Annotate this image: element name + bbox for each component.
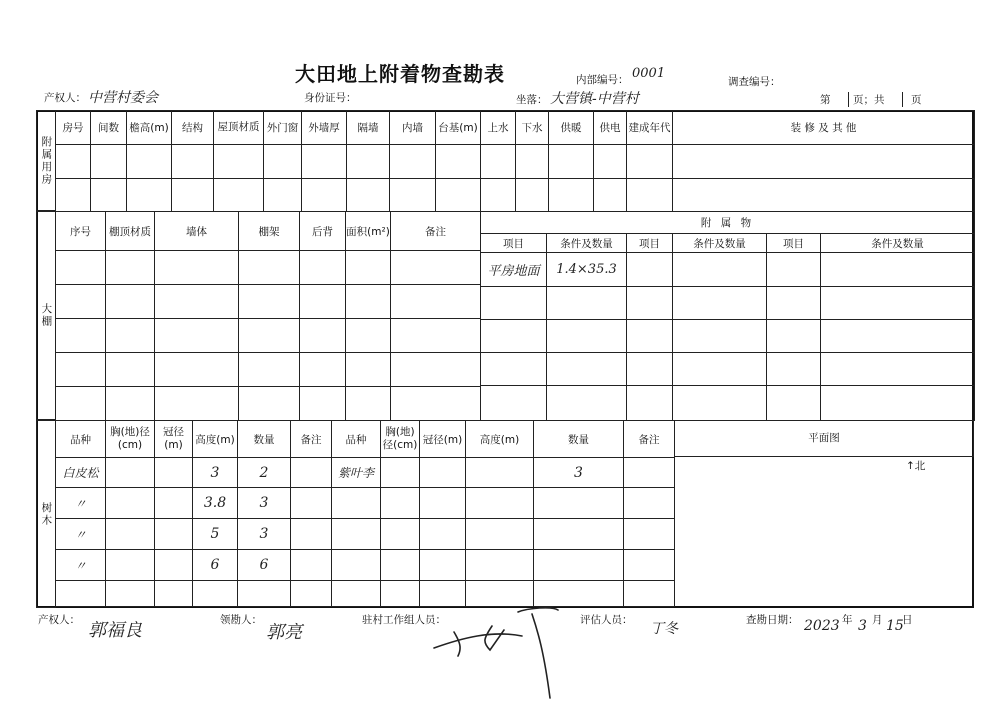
tree-variety: 〃 bbox=[56, 519, 106, 550]
annex-header-cell: 供电 bbox=[594, 111, 627, 145]
greenhouse-header-cell: 备注 bbox=[391, 212, 481, 251]
footer-collector-label: 领勘人： bbox=[220, 614, 262, 626]
annex-header-cell: 隔墙 bbox=[347, 111, 390, 145]
footer-assessor-label: 评估人员： bbox=[580, 614, 633, 626]
attachment-col-header: 条件及数量 bbox=[547, 234, 627, 253]
tree-variety: 白皮松 bbox=[56, 458, 106, 488]
tree-height: 5 bbox=[193, 519, 238, 550]
trees-header-cell: 高度(m) bbox=[193, 421, 238, 458]
page-label-1: 第 bbox=[820, 94, 831, 106]
trees-header-cell: 冠径(m) bbox=[155, 421, 193, 458]
page-label-2: 页；共 bbox=[848, 92, 885, 107]
trees-header-cell: 冠径(m) bbox=[420, 421, 466, 458]
tree-height: 6 bbox=[193, 550, 238, 581]
section-label-greenhouse: 大棚 bbox=[36, 211, 56, 420]
annex-header-cell: 房号 bbox=[56, 111, 91, 145]
attachment-table bbox=[480, 211, 975, 421]
annex-header-cell: 屋顶材质 bbox=[214, 111, 264, 145]
id-number-label: 身份证号： bbox=[304, 92, 357, 104]
plan-header: 平面图 bbox=[674, 420, 974, 457]
tree-variety: 〃 bbox=[56, 550, 106, 581]
trees-header-cell: 备注 bbox=[624, 421, 675, 458]
footer-year-label: 年 bbox=[842, 614, 853, 626]
footer-village-team-signature bbox=[432, 602, 572, 702]
attachment-col-header: 条件及数量 bbox=[673, 234, 767, 253]
attachment-col-header: 项目 bbox=[481, 234, 547, 253]
footer-collector-signature: 郭亮 bbox=[266, 622, 302, 643]
footer-village-team-label: 驻村工作组人员： bbox=[362, 614, 446, 626]
attachment-header: 附 属 物 bbox=[481, 212, 975, 234]
internal-no-value: 0001 bbox=[632, 66, 666, 81]
footer-date-year: 2023 bbox=[804, 618, 840, 634]
section-label-trees: 树木 bbox=[36, 420, 56, 608]
owner-value: 中营村委会 bbox=[88, 90, 158, 106]
footer-owner-signature: 郭福良 bbox=[88, 620, 142, 641]
annex-header-cell: 建成年代 bbox=[627, 111, 673, 145]
location-value: 大营镇-中营村 bbox=[550, 91, 639, 107]
footer-assessor-signature: 丁冬 bbox=[650, 621, 678, 637]
greenhouse-header-cell: 序号 bbox=[56, 212, 106, 251]
form-title: 大田地上附着物查勘表 bbox=[295, 62, 505, 86]
greenhouse-header-cell: 面积(m²) bbox=[346, 212, 391, 251]
attachment-qty: 1.4×35.3 bbox=[547, 253, 627, 287]
tree-height: 3.8 bbox=[193, 488, 238, 519]
footer-day-label: 日 bbox=[902, 614, 913, 626]
greenhouse-header-cell: 棚顶材质 bbox=[106, 212, 155, 251]
annex-header-cell: 内墙 bbox=[390, 111, 436, 145]
tree-qty: 3 bbox=[238, 519, 291, 550]
attachment-col-header: 条件及数量 bbox=[821, 234, 975, 253]
tree-height: 3 bbox=[193, 458, 238, 488]
attachment-col-header: 项目 bbox=[767, 234, 821, 253]
annex-header-cell: 台基(m) bbox=[436, 111, 481, 145]
annex-header-cell: 外门窗 bbox=[264, 111, 302, 145]
trees-header-cell: 数量 bbox=[534, 421, 624, 458]
annex-table bbox=[55, 110, 975, 212]
trees-table bbox=[55, 420, 675, 607]
section-label-annex: 附属用房 bbox=[36, 110, 56, 211]
greenhouse-header-cell: 后背 bbox=[300, 212, 346, 251]
tree-variety: 紫叶李 bbox=[332, 458, 381, 488]
tree-qty: 6 bbox=[238, 550, 291, 581]
annex-header-cell: 结构 bbox=[172, 111, 214, 145]
trees-header-cell: 品种 bbox=[332, 421, 381, 458]
footer-month-label: 月 bbox=[872, 614, 883, 626]
annex-header-cell: 供暖 bbox=[549, 111, 594, 145]
page-label-3: 页 bbox=[902, 92, 922, 107]
signature-scribble bbox=[432, 602, 572, 702]
north-arrow-label: ↑北 bbox=[906, 460, 926, 472]
attachment-col-header: 项目 bbox=[627, 234, 673, 253]
trees-header-cell: 胸(地)径(cm) bbox=[381, 421, 420, 458]
annex-header-cell: 上水 bbox=[481, 111, 516, 145]
tree-variety: 〃 bbox=[56, 488, 106, 519]
internal-no-label: 内部编号： bbox=[576, 74, 629, 86]
location-label: 坐落： bbox=[516, 94, 548, 106]
greenhouse-table bbox=[55, 211, 481, 421]
footer-owner-label: 产权人： bbox=[38, 614, 80, 626]
attachment-item: 平房地面 bbox=[481, 253, 547, 287]
annex-header-cell: 檐高(m) bbox=[127, 111, 172, 145]
tree-qty: 3 bbox=[534, 458, 624, 488]
trees-header-cell: 高度(m) bbox=[466, 421, 534, 458]
footer-date-month: 3 bbox=[858, 618, 867, 634]
survey-no-label: 调查编号： bbox=[728, 76, 781, 88]
footer-date-label: 查勘日期： bbox=[746, 614, 799, 626]
tree-qty: 2 bbox=[238, 458, 291, 488]
greenhouse-header-cell: 棚架 bbox=[239, 212, 300, 251]
trees-header-cell: 胸(地)径(cm) bbox=[106, 421, 155, 458]
tree-qty: 3 bbox=[238, 488, 291, 519]
annex-header-cell: 间数 bbox=[91, 111, 127, 145]
owner-label: 产权人： bbox=[44, 92, 86, 104]
footer-date-day: 15 bbox=[886, 618, 904, 634]
annex-header-cell: 下水 bbox=[516, 111, 549, 145]
trees-header-cell: 备注 bbox=[291, 421, 332, 458]
annex-header-cell: 外墙厚 bbox=[302, 111, 347, 145]
greenhouse-header-cell: 墙体 bbox=[155, 212, 239, 251]
trees-header-cell: 数量 bbox=[238, 421, 291, 458]
annex-header-cell: 装 修 及 其 他 bbox=[673, 111, 975, 145]
trees-header-cell: 品种 bbox=[56, 421, 106, 458]
